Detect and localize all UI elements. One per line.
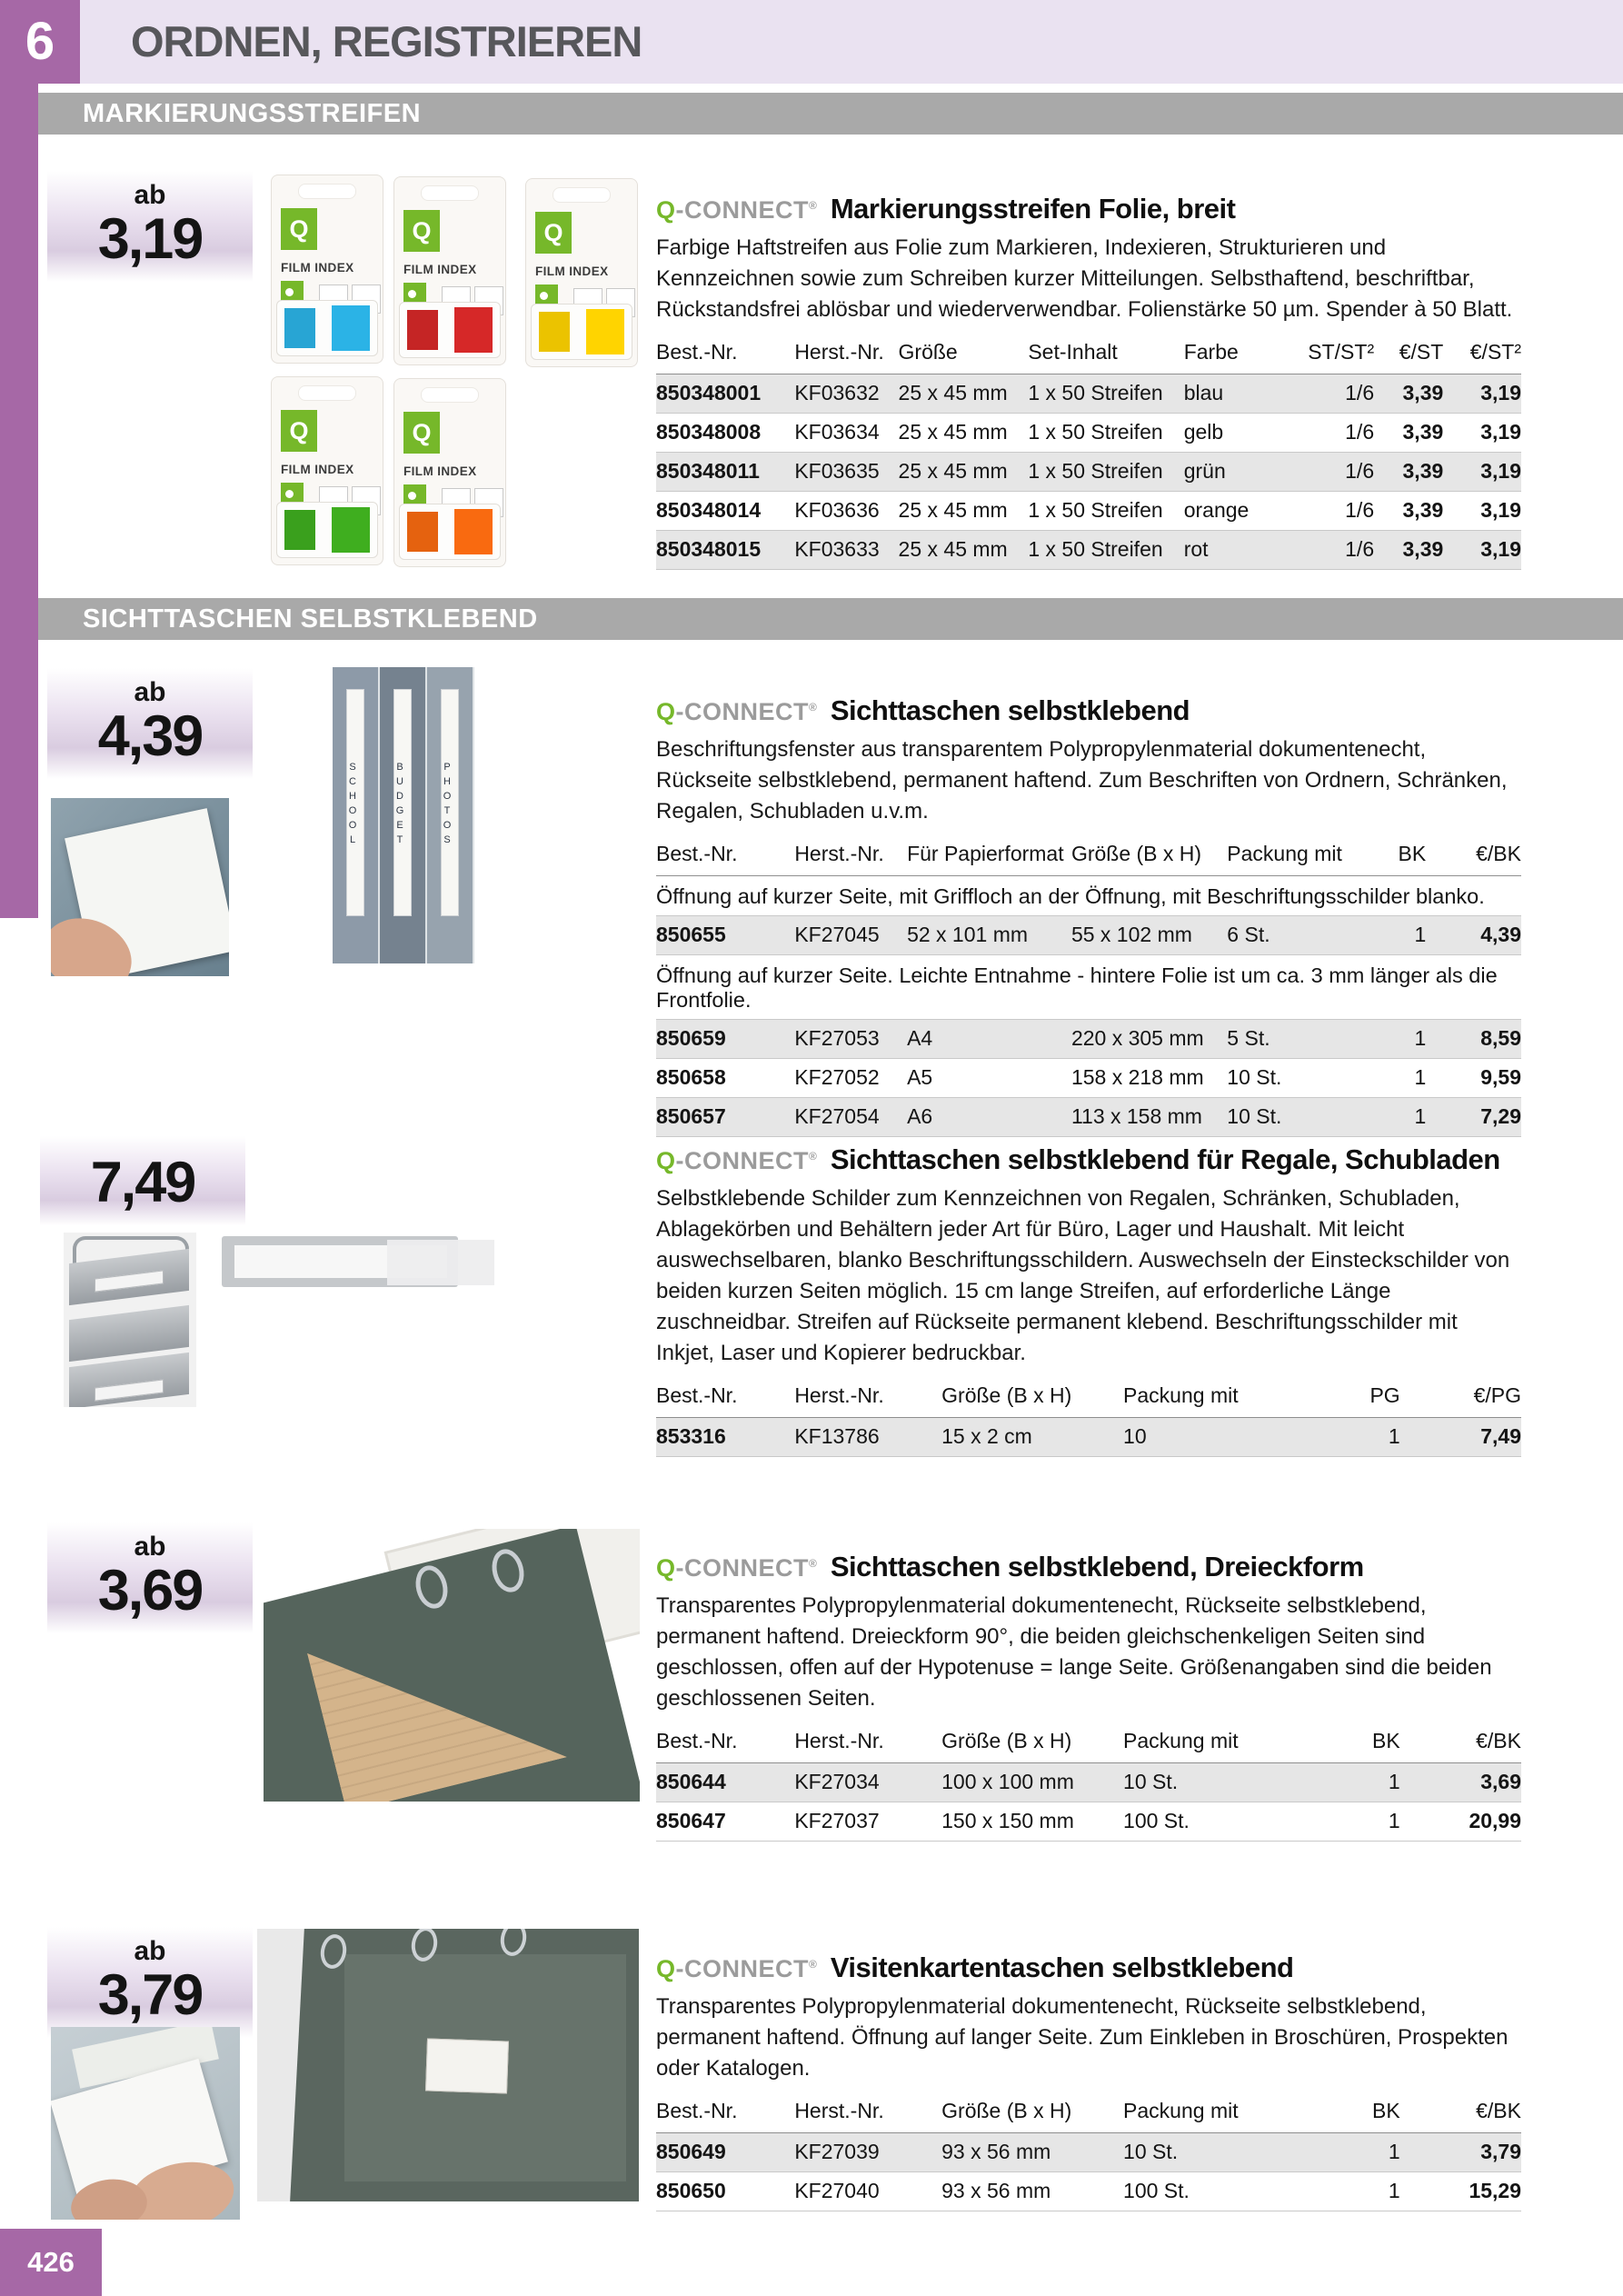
product-title: Sichttaschen selbstklebend für Regale, Schubladen (830, 1143, 1500, 1175)
section-header-sichttaschen: SICHTTASCHEN SELBSTKLEBEND (38, 598, 1623, 640)
table-cell: 7,49 (1400, 1418, 1521, 1457)
index-tab (539, 312, 570, 352)
price-prefix: ab (134, 677, 166, 707)
price-badge (47, 171, 253, 282)
table-cell: 3,19 (1443, 414, 1521, 453)
price-badge (40, 1136, 245, 1225)
column-header: Größe (B x H) (1071, 838, 1227, 876)
blister-pack (393, 176, 506, 365)
table-row (656, 453, 1521, 492)
table-cell: 3,39 (1374, 531, 1443, 570)
table-header-row (656, 2095, 1521, 2133)
table-subheader-row (656, 955, 1521, 1020)
product-photo-binder-spines (333, 667, 474, 963)
column-header: Best.-Nr. (656, 1380, 794, 1418)
table-cell: KF27052 (794, 1059, 907, 1098)
column-header: BK (1288, 1725, 1400, 1763)
table-cell: KF27045 (794, 916, 907, 955)
table-row (656, 1802, 1521, 1842)
brand-q-icon: Q (403, 412, 440, 454)
table-cell: 850348015 (656, 531, 794, 570)
tray-shelf (69, 1353, 189, 1407)
table-cell: 1 (1288, 2133, 1400, 2172)
table-cell: 1/6 (1296, 374, 1374, 414)
column-header: Best.-Nr. (656, 336, 794, 374)
table-cell: 4,39 (1426, 916, 1521, 955)
table-row (656, 2133, 1521, 2172)
table-cell: 3,39 (1374, 453, 1443, 492)
table-cell: 1 (1349, 1059, 1427, 1098)
table-cell: gelb (1184, 414, 1297, 453)
table-cell: KF27034 (794, 1763, 941, 1802)
table-cell: 25 x 45 mm (899, 453, 1029, 492)
table-cell: 55 x 102 mm (1071, 916, 1227, 955)
table-cell: 1 (1349, 1098, 1427, 1137)
tab-dispenser (531, 304, 632, 360)
table-cell: A4 (907, 1020, 1071, 1059)
table-cell: 1/6 (1296, 414, 1374, 453)
table-cell: 25 x 45 mm (899, 492, 1029, 531)
table-cell: 3,19 (1443, 492, 1521, 531)
table-cell: 3,39 (1374, 414, 1443, 453)
column-header: €/PG (1400, 1380, 1521, 1418)
column-header: Best.-Nr. (656, 2095, 794, 2133)
column-header: Größe (899, 336, 1029, 374)
pack-label: FILM INDEX (535, 265, 609, 278)
price-value: 4,39 (97, 704, 203, 768)
spine-label: SCHOOL (346, 689, 364, 916)
price-value: 3,69 (97, 1559, 203, 1622)
table-cell: 10 St. (1123, 2133, 1288, 2172)
table-cell: 10 St. (1123, 1763, 1288, 1802)
table-cell: 113 x 158 mm (1071, 1098, 1227, 1137)
column-header: BK (1349, 838, 1427, 876)
table-cell: 7,29 (1426, 1098, 1521, 1137)
product-block (656, 193, 1521, 570)
table-cell: 9,59 (1426, 1059, 1521, 1098)
tab-dispenser (399, 302, 501, 358)
product-description: Selbstklebende Schilder zum Kennzeichnen von Regalen, Schränken, Schubladen, Ablagekörben und Behältern jeder Art für Büro, Lager und Haushalt. Mit leicht auswechselbaren, blanko Beschriftungsschildern. Auswechseln der Einsteckschilder von beiden kurzen Seiten möglich. 15 cm lange Streifen, auf erforderliche Länge zuschneidbar. Streifen auf Rückseite permanent klebend. Beschriftungsschilder mit Inkjet, Laser und Kopierer bedruckbar. (656, 1186, 1510, 1365)
pack-label: FILM INDEX (281, 261, 354, 275)
column-header: Packung mit (1227, 838, 1348, 876)
product-title: Markierungsstreifen Folie, breit (830, 193, 1236, 225)
table-cell: KF27039 (794, 2133, 941, 2172)
table-cell: 10 St. (1227, 1059, 1348, 1098)
table-cell: 1/6 (1296, 492, 1374, 531)
table-cell: 850348008 (656, 414, 794, 453)
table-cell: KF03633 (794, 531, 898, 570)
brand-logo: Q-CONNECT® (656, 698, 818, 725)
table-cell: 3,19 (1443, 374, 1521, 414)
blister-pack (271, 376, 383, 565)
index-tab (586, 309, 624, 354)
table-cell: 850348014 (656, 492, 794, 531)
column-header: Farbe (1184, 336, 1297, 374)
table-cell: 25 x 45 mm (899, 531, 1029, 570)
index-tab (407, 310, 438, 350)
product-photo-card-pocket-binder (257, 1929, 639, 2201)
table-cell: 93 x 56 mm (941, 2133, 1123, 2172)
hang-slot (553, 187, 611, 203)
table-cell: 1 (1288, 1763, 1400, 1802)
index-tab (284, 510, 315, 550)
table-cell: 158 x 218 mm (1071, 1059, 1227, 1098)
product-title: Visitenkartentaschen selbstklebend (830, 1952, 1294, 1983)
table-cell: 3,39 (1374, 374, 1443, 414)
price-value: 7,49 (90, 1151, 195, 1214)
column-header: Herst.-Nr. (794, 2095, 941, 2133)
product-block (656, 1551, 1521, 1842)
table-cell: 1 (1349, 1020, 1427, 1059)
column-header: €/ST (1374, 336, 1443, 374)
table-cell: 1 x 50 Streifen (1028, 414, 1183, 453)
table-cell: KF03635 (794, 453, 898, 492)
pack-label: FILM INDEX (403, 464, 477, 478)
brand-q-icon: Q (281, 410, 317, 452)
product-table (656, 1725, 1521, 1842)
table-header-row (656, 1380, 1521, 1418)
table-row (656, 414, 1521, 453)
table-row (656, 2172, 1521, 2211)
price-badge (47, 1927, 253, 2038)
blister-pack (271, 175, 383, 364)
product-description: Beschriftungsfenster aus transparentem Polypropylenmaterial dokumentenecht, Rückseite selbstklebend, permanent haftend. Zum Beschriften von Ordnern, Schränken, Regalen, Schubladen u.v.m. (656, 737, 1508, 824)
index-tab (284, 308, 315, 348)
product-heading (656, 694, 1521, 727)
product-block (656, 1143, 1521, 1457)
blister-pack (393, 378, 506, 567)
table-cell: KF03636 (794, 492, 898, 531)
table-cell: 1/6 (1296, 453, 1374, 492)
column-header: Herst.-Nr. (794, 1380, 941, 1418)
hang-slot (298, 385, 356, 401)
table-cell: grün (1184, 453, 1297, 492)
index-tab (454, 509, 493, 554)
table-cell: 1 (1349, 916, 1427, 955)
column-header: Für Papierformat (907, 838, 1071, 876)
table-subheader: Öffnung auf kurzer Seite. Leichte Entnahme - hintere Folie ist um ca. 3 mm länger als die Frontfolie. (656, 955, 1521, 1020)
column-header: BK (1288, 2095, 1400, 2133)
table-cell: 220 x 305 mm (1071, 1020, 1227, 1059)
pack-label: FILM INDEX (403, 263, 477, 276)
column-header: Herst.-Nr. (794, 336, 898, 374)
pack-label: FILM INDEX (281, 463, 354, 476)
spine-label: BUDGET (393, 689, 412, 916)
table-cell: 1 (1288, 2172, 1400, 2211)
product-heading (656, 1952, 1521, 1984)
product-description: Farbige Haftstreifen aus Folie zum Markieren, Indexieren, Strukturieren und Kennzeichnen sowie zum Schreiben kurzer Mitteilungen. Selbsthaftend, beschriftbar, Rückstandsfrei ablösbar und wiederverwendbar. Folienstärke 50 µm. Spender à 50 Blatt. (656, 235, 1513, 322)
brand-q-icon: Q (535, 212, 572, 254)
table-row (656, 1418, 1521, 1457)
column-header: Herst.-Nr. (794, 838, 907, 876)
product-block (656, 694, 1521, 1137)
table-cell: 3,69 (1400, 1763, 1521, 1802)
column-header: Größe (B x H) (941, 2095, 1123, 2133)
table-cell: 20,99 (1400, 1802, 1521, 1842)
table-cell: 1 (1288, 1418, 1400, 1457)
table-row (656, 1020, 1521, 1059)
product-heading (656, 1551, 1521, 1583)
business-card-pocket (425, 2038, 509, 2093)
table-cell: 850348001 (656, 374, 794, 414)
table-cell: KF27040 (794, 2172, 941, 2211)
tab-dispenser (276, 300, 378, 356)
price-prefix: ab (134, 1532, 166, 1562)
product-table (656, 336, 1521, 570)
price-value: 3,19 (97, 207, 203, 271)
table-cell: 850644 (656, 1763, 794, 1802)
table-row (656, 531, 1521, 570)
column-header: €/BK (1426, 838, 1521, 876)
table-header-row (656, 336, 1521, 374)
table-cell: 6 St. (1227, 916, 1348, 955)
table-cell: 853316 (656, 1418, 794, 1457)
table-row (656, 1763, 1521, 1802)
table-cell: 150 x 150 mm (941, 1802, 1123, 1842)
tab-dispenser (276, 502, 378, 558)
table-cell: 850655 (656, 916, 794, 955)
index-tab (332, 507, 370, 553)
table-cell: 3,19 (1443, 453, 1521, 492)
table-cell: KF03634 (794, 414, 898, 453)
price-prefix: ab (134, 180, 166, 210)
table-cell: blau (1184, 374, 1297, 414)
column-header: Herst.-Nr. (794, 1725, 941, 1763)
tray-shelf (69, 1305, 189, 1362)
price-prefix: ab (134, 1936, 166, 1966)
tab-dispenser (399, 504, 501, 560)
table-row (656, 1098, 1521, 1137)
brand-logo: Q-CONNECT® (656, 196, 818, 224)
table-cell: 100 St. (1123, 1802, 1288, 1842)
table-cell: rot (1184, 531, 1297, 570)
brand-logo: Q-CONNECT® (656, 1955, 818, 1982)
table-row (656, 916, 1521, 955)
table-cell: 1 x 50 Streifen (1028, 492, 1183, 531)
table-cell: KF27053 (794, 1020, 907, 1059)
table-cell: KF27037 (794, 1802, 941, 1842)
label-strip-overlay (387, 1240, 494, 1285)
table-cell: 8,59 (1426, 1020, 1521, 1059)
brand-logo: Q-CONNECT® (656, 1554, 818, 1582)
table-cell: 100 x 100 mm (941, 1763, 1123, 1802)
table-cell: 10 (1123, 1418, 1288, 1457)
product-table (656, 1380, 1521, 1457)
chapter-number: 6 (0, 0, 80, 84)
table-cell: 3,39 (1374, 492, 1443, 531)
table-cell: 25 x 45 mm (899, 374, 1029, 414)
table-subheader: Öffnung auf kurzer Seite, mit Griffloch an der Öffnung, mit Beschriftungsschilder blanko. (656, 876, 1521, 916)
table-header-row (656, 1725, 1521, 1763)
table-cell: 1/6 (1296, 531, 1374, 570)
column-header: Packung mit (1123, 2095, 1288, 2133)
left-accent-bar (0, 84, 38, 918)
table-cell: 52 x 101 mm (907, 916, 1071, 955)
column-header: Größe (B x H) (941, 1380, 1123, 1418)
table-cell: 93 x 56 mm (941, 2172, 1123, 2211)
table-cell: KF27054 (794, 1098, 907, 1137)
price-badge (47, 668, 253, 779)
table-cell: 850659 (656, 1020, 794, 1059)
table-cell: 10 St. (1227, 1098, 1348, 1137)
table-cell: 1 x 50 Streifen (1028, 531, 1183, 570)
column-header: PG (1288, 1380, 1400, 1418)
index-tab (407, 512, 438, 552)
table-header-row (656, 838, 1521, 876)
table-cell: 3,79 (1400, 2133, 1521, 2172)
table-cell: 850348011 (656, 453, 794, 492)
product-title: Sichttaschen selbstklebend, Dreieckform (830, 1551, 1364, 1582)
spine-label: PHOTOS (441, 689, 459, 916)
product-table (656, 838, 1521, 1137)
table-cell: 850649 (656, 2133, 794, 2172)
price-badge (47, 1522, 253, 1633)
column-header: €/BK (1400, 1725, 1521, 1763)
product-table (656, 2095, 1521, 2211)
product-photo-hands-card (51, 2027, 240, 2220)
column-header: Größe (B x H) (941, 1725, 1123, 1763)
product-block (656, 1952, 1521, 2211)
table-cell: A6 (907, 1098, 1071, 1137)
product-photo-triangle-pocket-binder (264, 1529, 640, 1802)
table-cell: 850657 (656, 1098, 794, 1137)
column-header: Packung mit (1123, 1380, 1288, 1418)
table-subheader-row (656, 876, 1521, 916)
table-row (656, 374, 1521, 414)
table-cell: 5 St. (1227, 1020, 1348, 1059)
blister-pack (525, 178, 638, 367)
hang-slot (421, 387, 479, 403)
index-tab (332, 305, 370, 351)
column-header: Best.-Nr. (656, 1725, 794, 1763)
table-cell: 1 x 50 Streifen (1028, 374, 1183, 414)
table-cell: 3,19 (1443, 531, 1521, 570)
section-header-markierungsstreifen: MARKIERUNGSSTREIFEN (38, 93, 1623, 135)
product-title: Sichttaschen selbstklebend (830, 694, 1190, 726)
page-number: 426 (0, 2229, 102, 2296)
product-description: Transparentes Polypropylenmaterial dokumentenecht, Rückseite selbstklebend, permanent haftend. Öffnung auf langer Seite. Zum Einkleben in Broschüren, Prospekten oder Katalogen. (656, 1994, 1508, 2081)
brand-q-icon: Q (281, 208, 317, 250)
table-row (656, 492, 1521, 531)
table-cell: 850650 (656, 2172, 794, 2211)
brand-logo: Q-CONNECT® (656, 1147, 818, 1174)
table-cell: 850658 (656, 1059, 794, 1098)
table-cell: 850647 (656, 1802, 794, 1842)
table-cell: A5 (907, 1059, 1071, 1098)
table-cell: 15 x 2 cm (941, 1418, 1123, 1457)
page-title: ORDNEN, REGISTRIEREN (80, 0, 1623, 84)
table-cell: 100 St. (1123, 2172, 1288, 2211)
index-tab (454, 307, 493, 353)
product-photo-hand-pocket (51, 798, 229, 976)
product-description: Transparentes Polypropylenmaterial dokumentenecht, Rückseite selbstklebend, permanent haftend. Dreieckform 90°, die beiden gleichschenkeligen Seiten sind geschlossen, offen auf der Hypotenuse = lange Seite. Größenangaben sind die beiden geschlossenen Seiten. (656, 1593, 1492, 1711)
brand-q-icon: Q (403, 210, 440, 252)
column-header: ST/ST² (1296, 336, 1374, 374)
table-cell: 15,29 (1400, 2172, 1521, 2211)
column-header: Best.-Nr. (656, 838, 794, 876)
product-photo-label-strip (222, 1231, 494, 1294)
product-photo-letter-tray (64, 1233, 196, 1407)
price-value: 3,79 (97, 1963, 203, 2027)
table-cell: 1 (1288, 1802, 1400, 1842)
table-cell: 1 x 50 Streifen (1028, 453, 1183, 492)
hang-slot (298, 184, 356, 199)
column-header: €/ST² (1443, 336, 1521, 374)
product-photo-film-index-packs (269, 173, 651, 565)
column-header: €/BK (1400, 2095, 1521, 2133)
table-row (656, 1059, 1521, 1098)
column-header: Set-Inhalt (1028, 336, 1183, 374)
table-cell: orange (1184, 492, 1297, 531)
hang-slot (421, 185, 479, 201)
table-cell: KF13786 (794, 1418, 941, 1457)
table-cell: 25 x 45 mm (899, 414, 1029, 453)
table-cell: KF03632 (794, 374, 898, 414)
product-heading (656, 1143, 1521, 1176)
product-heading (656, 193, 1521, 225)
column-header: Packung mit (1123, 1725, 1288, 1763)
